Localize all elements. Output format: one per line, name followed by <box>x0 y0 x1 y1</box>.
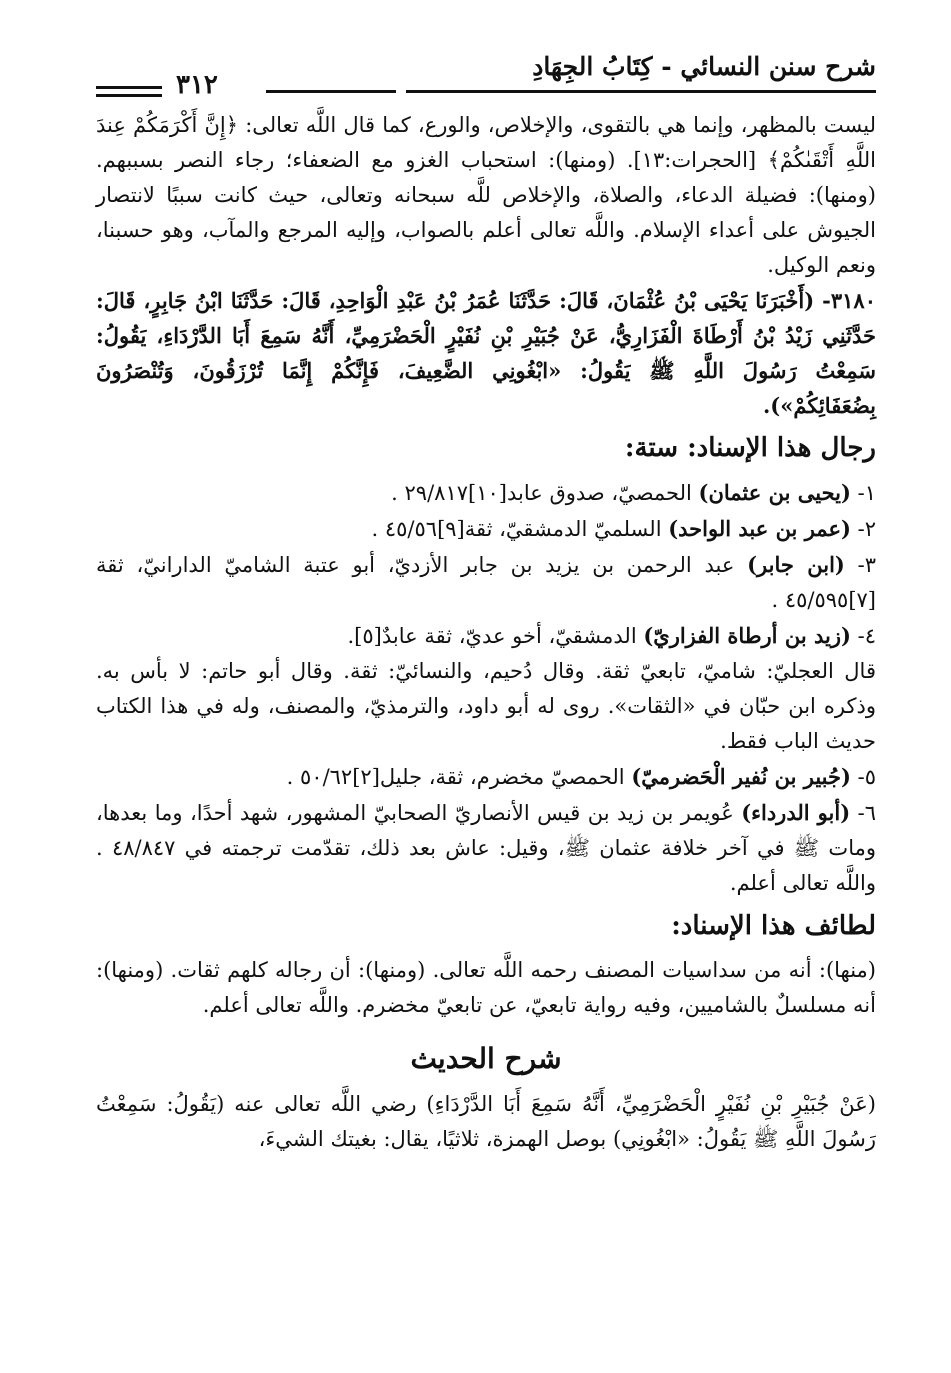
narrator-number: ٤- <box>857 624 876 648</box>
header-rule-short <box>266 90 396 93</box>
commentary-heading: شرح الحديث <box>410 1042 562 1075</box>
narrator-number: ١- <box>857 481 876 505</box>
narrator-number: ٢- <box>857 517 876 541</box>
narrator-details: الدمشقيّ، أخو عديّ، ثقة عابدٌ[٥]. <box>347 624 644 648</box>
narrator-name: (يحيى بن عثمان) <box>698 480 851 505</box>
narrator-name: (أبو الدرداء) <box>741 800 851 825</box>
narrator-item <box>96 475 876 511</box>
subtleties-heading: لطائف هذا الإسناد: <box>671 911 876 941</box>
narrator-details: الحمصيّ مخضرم، ثقة، جليل[٢]٥٠/٦٢ . <box>286 765 632 789</box>
running-title: شرح سنن النسائي - كِتَابُ الجِهَادِ <box>532 52 876 81</box>
narrator-details: عبد الرحمن بن يزيد بن جابر الأزديّ، أبو عتبة الشاميّ الدارانيّ، ثقة [٧]٤٥/٥٩٥ . <box>96 553 876 612</box>
narrator-number: ٥- <box>857 765 876 789</box>
narrator-name: (عمر بن عبد الواحد) <box>668 516 851 541</box>
narrator-item <box>96 618 876 654</box>
header-rule <box>406 90 876 93</box>
header-double-rule <box>96 86 162 89</box>
narrator-name: (ابن جابر) <box>747 552 845 577</box>
narrator-number: ٦- <box>857 801 876 825</box>
narrators-heading: رجال هذا الإسناد: ستة: <box>624 433 876 463</box>
narrator-details: السلميّ الدمشقيّ، ثقة[٩]٤٥/٥٦ . <box>371 517 669 541</box>
hadith-text: ٣١٨٠- (أَخْبَرَنَا يَحْيَى بْنُ عُثْمَانَ، قَالَ: حَدَّثَنَا عُمَرُ بْنُ عَبْدِ الْوَاحِدِ، قَالَ: حَدَّثَنَا ابْنُ جَابِرٍ، قَالَ: حَدَّثَنِي زَيْدُ بْنُ أَرْطَاةَ الْفَزَارِيُّ، عَنْ جُبَيْرِ بْنِ نُفَيْرٍ الْحَضْرَمِيِّ، أَنَّهُ سَمِعَ أَبَا الدَّرْدَاءِ، يَقُولُ: سَمِعْتُ رَسُولَ اللَّهِ ﷺ يَقُولُ: «ابْغُونِي الضَّعِيفَ، فَإِنَّكُمْ إِنَّمَا تُرْزَقُونَ، وَتُنْصَرُونَ بِضُعَفَائِكُمْ»). <box>96 288 876 418</box>
commentary-paragraph: (عَنْ جُبَيْرِ بْنِ نُفَيْرٍ الْحَضْرَمِيِّ، أَنَّهُ سَمِعَ أَبَا الدَّرْدَاءِ) رضي اللَّه تعالى عنه (يَقُولُ: سَمِعْتُ رَسُولَ اللَّهِ ﷺ يَقُولُ: «ابْغُونِي) بوصل الهمزة، ثلاثيًا، يقال: بغيتك الشيءَ، <box>96 1092 876 1151</box>
book-page <box>96 52 876 1157</box>
narrator-name: (جُبير بن نُفير الْحَضرميّ) <box>631 764 851 789</box>
page-number: ٣١٢ <box>176 70 218 100</box>
narrator-note: قال العجليّ: شاميّ، تابعيّ ثقة. وقال دُحيم، والنسائيّ: ثقة. وقال أبو حاتم: لا بأس به. وذكره ابن حبّان في «الثقات». روى له أبو داود، والترمذيّ، والمصنف، وله في هذا الكتاب حديث الباب فقط. <box>96 659 876 753</box>
narrator-item <box>96 795 876 901</box>
narrator-name: (زيد بن أرطاة الفزاريّ) <box>643 623 851 648</box>
narrator-item <box>96 759 876 795</box>
intro-paragraph: ليست بالمظهر، وإنما هي بالتقوى، والإخلاص، والورع، كما قال اللَّه تعالى: ﴿إِنَّ أَكْرَمَكُمْ عِندَ اللَّهِ أَتْقَىٰكُمْ﴾ [الحجرات:١٣]. (ومنها): استحباب الغزو مع الضعفاء؛ رجاء النصر بسببهم. (ومنها): فضيلة الدعاء، والصلاة، والإخلاص للَّه سبحانه وتعالى، حيث كانت سببًا لانتصار الجيوش على أعداء الإسلام. واللَّه تعالى أعلم بالصواب، وإليه المرجع والمآب، وهو حسبنا، ونعم الوكيل. <box>96 113 876 277</box>
narrator-details: الحمصيّ، صدوق عابد[١٠]٢٩/٨١٧ . <box>391 481 699 505</box>
narrator-number: ٣- <box>857 553 876 577</box>
running-header <box>96 52 876 104</box>
narrator-item <box>96 547 876 618</box>
narrator-item <box>96 511 876 547</box>
narrator-details: عُويمر بن زيد بن قيس الأنصاريّ الصحابيّ المشهور، شهد أحدًا، وما بعدها، ومات ﷺ في آخر خلافة عثمان ﷺ، وقيل: عاش بعد ذلك، تقدّمت ترجمته في ٤٨/٨٤٧ . واللَّه تعالى أعلم. <box>96 801 876 895</box>
subtleties-paragraph: (منها): أنه من سداسيات المصنف رحمه اللَّه تعالى. (ومنها): أن رجاله كلهم ثقات. (ومنها): أنه مسلسلٌ بالشاميين، وفيه رواية تابعيّ، عن تابعيّ مخضرم. واللَّه تعالى أعلم. <box>96 958 876 1017</box>
